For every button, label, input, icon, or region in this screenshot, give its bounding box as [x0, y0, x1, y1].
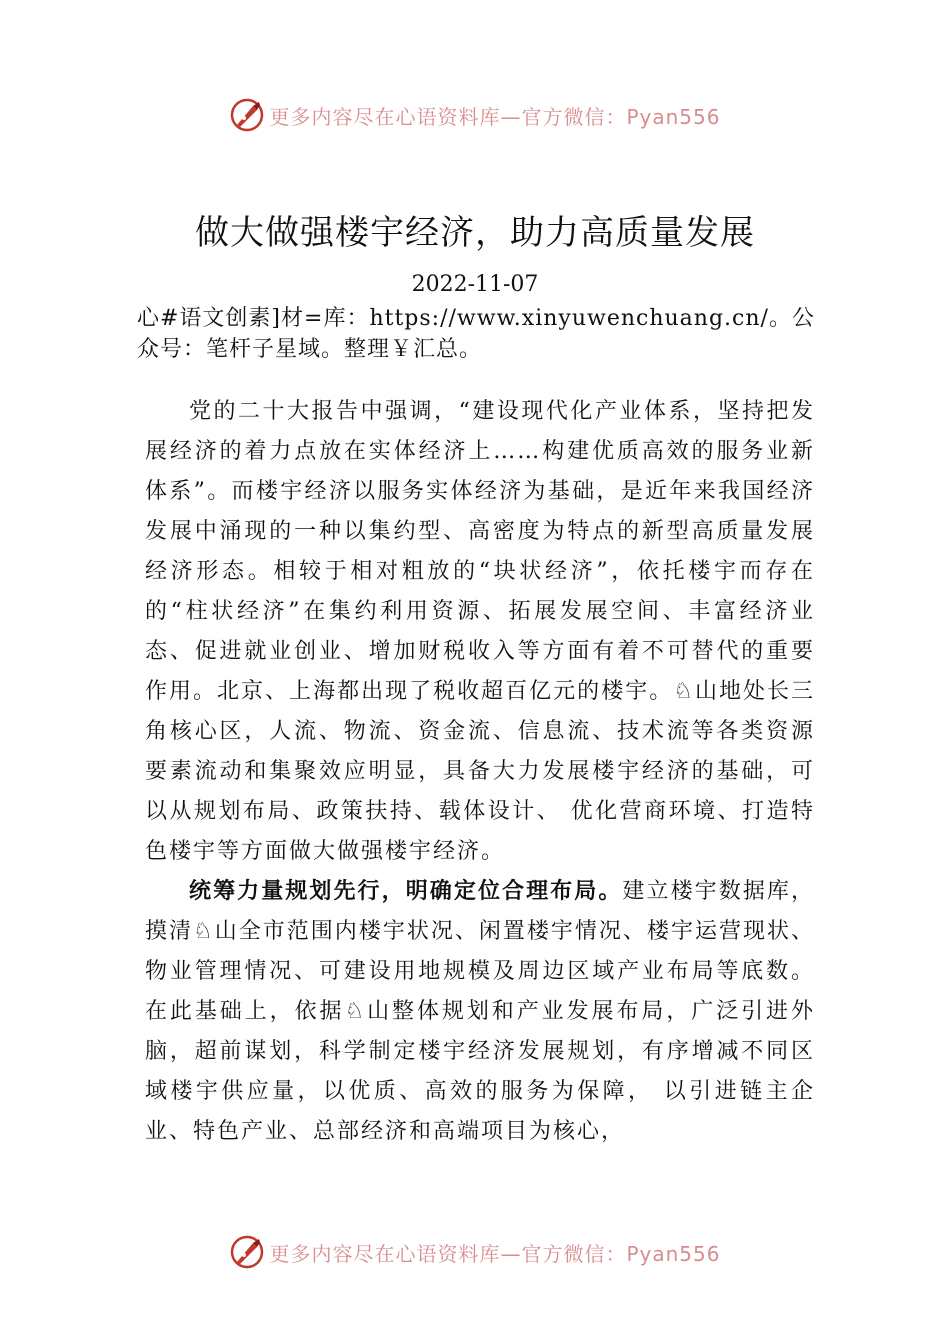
pen-nib-logo-icon: [229, 97, 265, 133]
paragraph-2-heading: 统筹力量规划先行，明确定位合理布局。: [189, 879, 623, 904]
watermark-banner-top: [0, 95, 950, 135]
watermark-text: 更多内容尽在心语资料库—官方微信：Pyan556: [269, 104, 721, 129]
article-body: [145, 392, 815, 1152]
paragraph-2-text: 建立楼宇数据库，摸清♘山全市范围内楼宇状况、闲置楼宇情况、楼宇运营现状、物业管理情况、可建设用地规模及周边区域产业布局等底数。在此基础上，依据♘山整体规划和产业发展布局，广泛引进外脑，超前谋划，科学制定楼宇经济发展规划，有序增减不同区域楼宇供应量，以优质、高效的服务为保障， 以引进链主企业、特色产业、总部经济和高端项目为核心，: [145, 879, 815, 1144]
watermark-banner-bottom: [0, 1232, 950, 1272]
paragraph-2: [145, 872, 815, 1152]
article-date: 2022-11-07: [411, 272, 539, 297]
paragraph-1: [145, 392, 815, 872]
paragraph-1-text: 党的二十大报告中强调，“建设现代化产业体系，坚持把发展经济的着力点放在实体经济上……构建优质高效的服务业新体系”。而楼宇经济以服务实体经济为基础，是近年来我国经济发展中涌现的一种以集约型、高密度为特点的新型高质量发展经济形态。相较于相对粗放的“块状经济”，依托楼宇而存在的“柱状经济”在集约利用资源、拓展发展空间、丰富经济业态、促进就业创业、增加财税收入等方面有着不可替代的重要作用。北京、上海都出现了税收超百亿元的楼宇。♘山地处长三角核心区，人流、物流、资金流、信息流、技术流等各类资源要素流动和集聚效应明显，具备大力发展楼宇经济的基础，可以从规划布局、政策扶持、载体设计、 优化营商环境、打造特色楼宇等方面做大做强楼宇经济。: [145, 399, 815, 864]
watermark-text: 更多内容尽在心语资料库—官方微信：Pyan556: [269, 1241, 721, 1266]
pen-nib-logo-icon: [229, 1234, 265, 1270]
source-note: 心#语文创素]材=库：https://www.xinyuwenchuang.cn/。公众号：笔杆子星域。整理￥汇总。: [137, 306, 815, 362]
article-title: 做大做强楼宇经济，助力高质量发展: [195, 213, 755, 253]
